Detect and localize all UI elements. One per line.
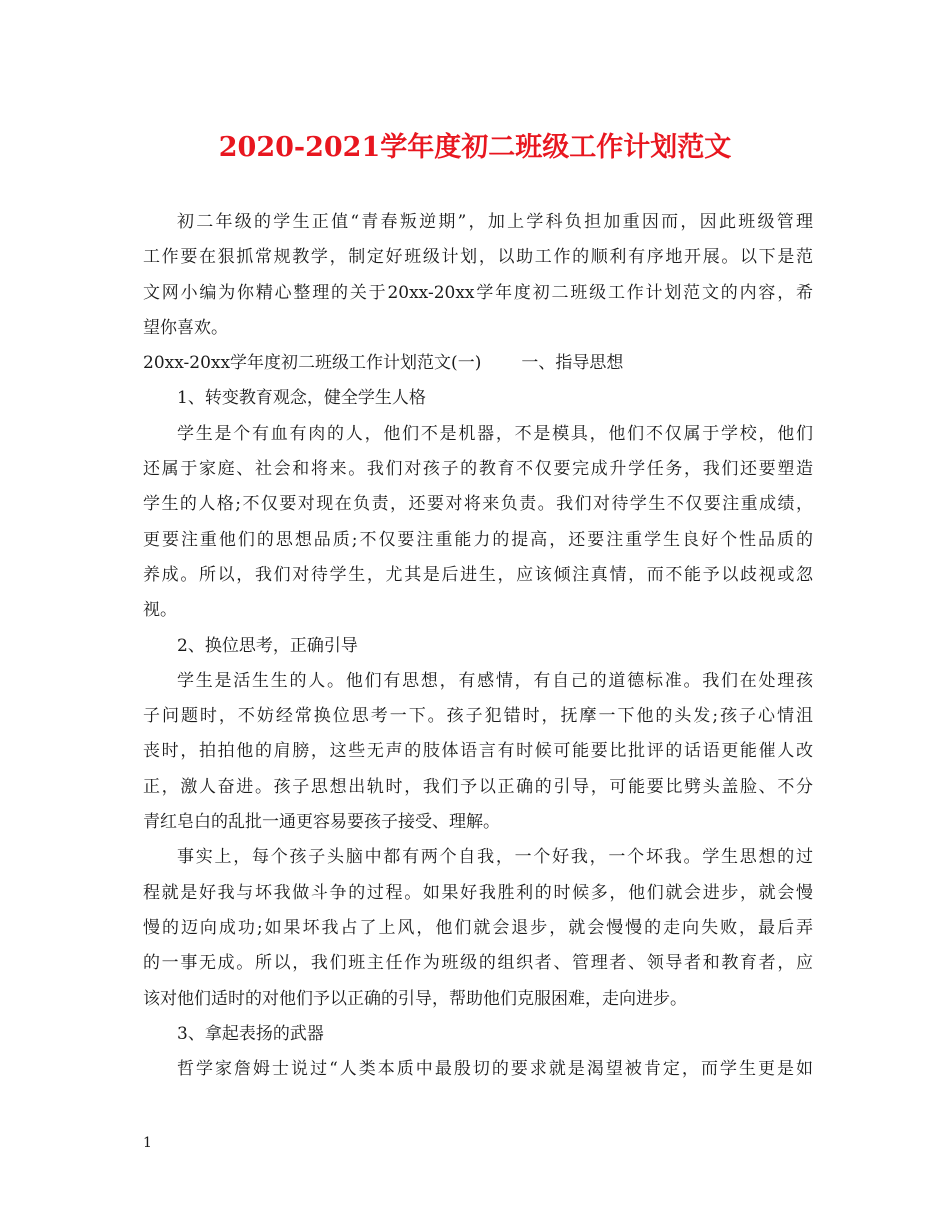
text-line <box>143 311 813 346</box>
text-line-content: 青红皂白的乱批一通更容易要孩子接受、理解。 <box>143 812 500 833</box>
text-line <box>143 452 813 487</box>
text-line <box>143 699 813 734</box>
text-line-content: 望你喜欢。 <box>143 317 228 338</box>
text-line <box>143 276 813 311</box>
text-line-content: 学生是活生生的人。他们有思想，有感情，有自己的道德标准。我们在处理孩 <box>177 670 813 691</box>
text-line-content: 养成。所以，我们对待学生，尤其是后进生，应该倾注真情，而不能予以歧视或忽 <box>143 564 813 585</box>
text-line <box>143 346 813 381</box>
text-line <box>143 1017 813 1052</box>
text-line <box>143 205 813 240</box>
text-line <box>143 240 813 275</box>
text-line-content: 的一事无成。所以，我们班主任作为班级的组织者、管理者、领导者和教育者，应 <box>143 953 813 974</box>
text-line-content: 1、转变教育观念，健全学生人格 <box>177 388 426 409</box>
text-line-content: 子问题时，不妨经常换位思考一下。孩子犯错时，抚摩一下他的头发;孩子心情沮 <box>143 706 813 727</box>
text-line <box>143 629 813 664</box>
text-line-content: 还属于家庭、社会和将来。我们对孩子的教育不仅要完成升学任务，我们还要塑造 <box>143 459 813 480</box>
text-line <box>143 805 813 840</box>
page-number: 1 <box>143 1135 152 1151</box>
text-line <box>143 911 813 946</box>
text-line-content: 哲学家詹姆士说过“人类本质中最殷切的要求就是渴望被肯定，而学生更是如 <box>177 1059 813 1080</box>
text-line-content: 程就是好我与坏我做斗争的过程。如果好我胜利的时候多，他们就会进步，就会慢 <box>143 882 813 903</box>
text-line-content: 丧时，拍拍他的肩膀，这些无声的肢体语言有时候可能要比批评的话语更能催人改 <box>143 741 813 762</box>
text-line-content: 初二年级的学生正值“青春叛逆期”，加上学科负担加重因而，因此班级管理 <box>177 212 813 232</box>
text-line <box>143 734 813 769</box>
text-line <box>143 381 813 416</box>
text-line-content: 更要注重他们的思想品质;不仅要注重能力的提高，还要注重学生良好个性品质的 <box>143 529 813 550</box>
text-line <box>143 593 813 628</box>
text-line-content: 20xx-20xx学年度初二班级工作计划范文(一) <box>143 353 482 374</box>
section-heading: 一、指导思想 <box>521 353 624 374</box>
text-line <box>143 946 813 981</box>
text-line <box>143 417 813 452</box>
text-line-content: 文网小编为你精心整理的关于20xx-20xx学年度初二班级工作计划范文的内容，希 <box>143 282 813 303</box>
text-line <box>143 876 813 911</box>
text-line-content: 2、换位思考，正确引导 <box>177 635 358 656</box>
text-line-content: 正，激人奋进。孩子思想出轨时，我们予以正确的引导，可能要比劈头盖脸、不分 <box>143 776 813 797</box>
text-line-content: 工作要在狠抓常规教学，制定好班级计划，以助工作的顺利有序地开展。以下是范 <box>143 247 813 268</box>
text-line-content: 学生是个有血有肉的人，他们不是机器，不是模具，他们不仅属于学校，他们 <box>177 423 813 444</box>
text-line-content: 视。 <box>143 600 177 621</box>
text-line <box>143 558 813 593</box>
text-line-content: 3、拿起表扬的武器 <box>177 1023 324 1044</box>
text-line <box>143 770 813 805</box>
text-line-content: 该对他们适时的对他们予以正确的引导，帮助他们克服困难，走向进步。 <box>143 988 687 1009</box>
text-line <box>143 523 813 558</box>
document-body <box>143 205 813 1087</box>
document-title: 2020-2021学年度初二班级工作计划范文 <box>218 132 732 163</box>
text-line-content: 慢的迈向成功;如果坏我占了上风，他们就会退步，就会慢慢的走向失败，最后弄 <box>143 917 813 938</box>
text-line <box>143 1052 813 1087</box>
text-line-content: 事实上，每个孩子头脑中都有两个自我，一个好我，一个坏我。学生思想的过 <box>177 847 813 868</box>
text-line <box>143 982 813 1017</box>
text-line <box>143 664 813 699</box>
text-line-content: 学生的人格;不仅要对现在负责，还要对将来负责。我们对待学生不仅要注重成绩， <box>143 494 813 515</box>
text-line <box>143 487 813 522</box>
text-line <box>143 840 813 875</box>
